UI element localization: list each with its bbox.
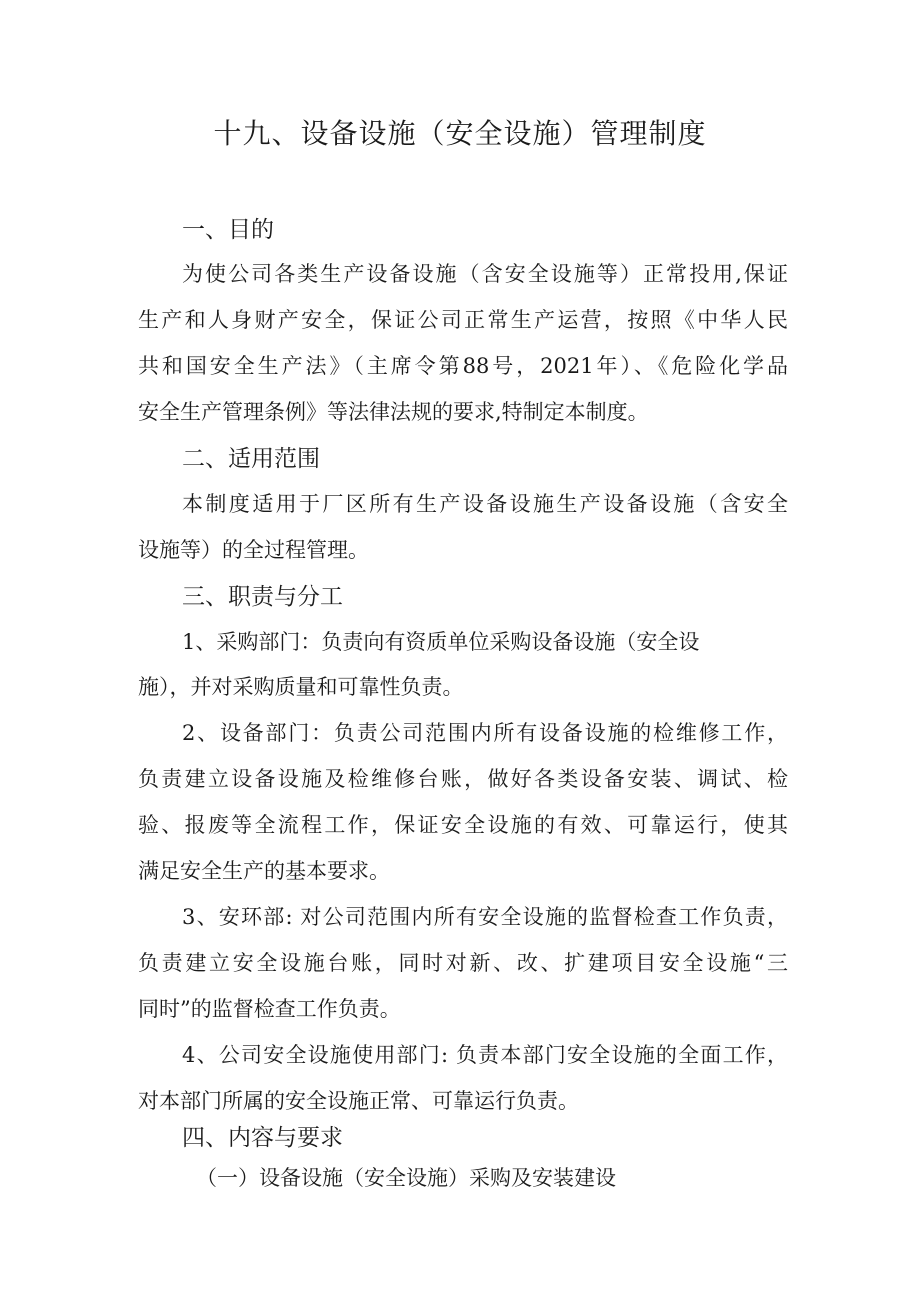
paragraph-line: 设施等）的全过程管理。 — [138, 538, 369, 562]
duty-item-equipment: 2、设备部门：负责公司范围内所有设备设施的检维修工作， — [182, 721, 788, 745]
section-heading-content: 四、内容与要求 — [182, 1125, 343, 1151]
section-heading-duties: 三、职责与分工 — [182, 584, 343, 610]
duty-item-user-departments: 4、公司安全设施使用部门: 负责本部门安全设施的全面工作， — [182, 1043, 788, 1067]
paragraph-line: 验、报废等全流程工作，保证安全设施的有效、可靠运行，使其 — [138, 813, 788, 837]
paragraph-line: 对本部门所属的安全设施正常、可靠运行负责。 — [138, 1089, 579, 1113]
paragraph-line: 安全生产管理条例》等法律法规的要求,特制定本制度。 — [138, 400, 649, 424]
section-heading-purpose: 一、目的 — [182, 217, 274, 243]
section-heading-scope: 二、适用范围 — [182, 446, 320, 472]
paragraph-line: 共和国安全生产法》（主席令第88号，2021年）、《危险化学品 — [138, 354, 788, 378]
paragraph-line: 为使公司各类生产设备设施（含安全设施等）正常投用,保证 — [182, 262, 788, 286]
paragraph-line: 本制度适用于厂区所有生产设备设施生产设备设施（含安全 — [182, 492, 788, 516]
paragraph-line: 负责建立安全设施台账，同时对新、改、扩建项目安全设施“三 — [138, 951, 788, 975]
paragraph-line: 负责建立设备设施及检维修台账，做好各类设备安装、调试、检 — [138, 767, 788, 791]
duty-item-purchasing: 1、采购部门：负责向有资质单位采购设备设施（安全设 — [182, 630, 700, 654]
paragraph-line: 同时”的监督检查工作负责。 — [138, 997, 401, 1021]
subsection-heading: （一）设备设施（安全设施）采购及安装建设 — [196, 1166, 616, 1190]
document-title: 十九、设备设施（安全设施）管理制度 — [213, 117, 707, 150]
paragraph-line: 生产和人身财产安全，保证公司正常生产运营，按照《中华人民 — [138, 308, 788, 332]
paragraph-line: 满足安全生产的基本要求。 — [138, 859, 390, 883]
duty-item-safety-environment: 3、安环部: 对公司范围内所有安全设施的监督检查工作负责， — [182, 905, 788, 929]
paragraph-line: 施），并对采购质量和可靠性负责。 — [138, 675, 464, 699]
